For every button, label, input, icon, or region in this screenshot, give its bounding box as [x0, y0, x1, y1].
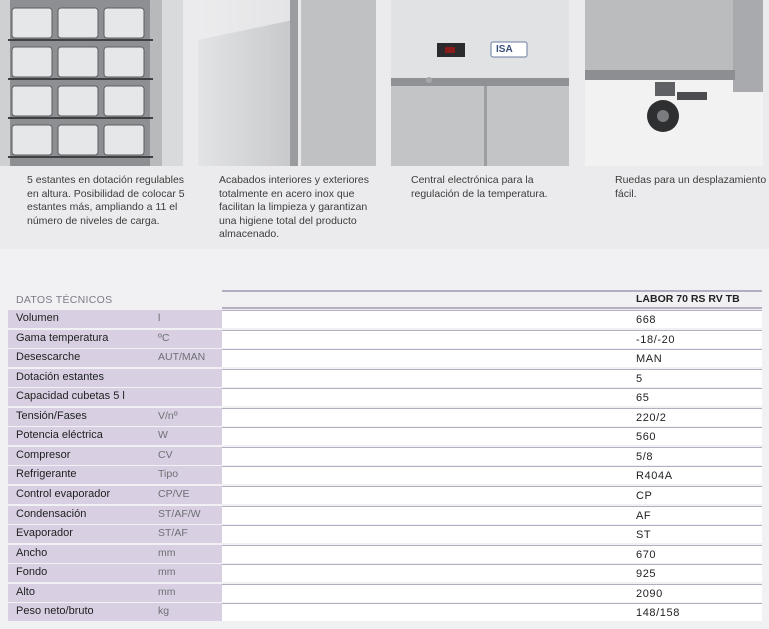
- spec-label-cell: [8, 310, 222, 328]
- wheels-caption: [615, 174, 766, 201]
- spec-label-cell: [8, 388, 222, 406]
- caption-line: Acabados interiores y exteriores: [219, 174, 369, 186]
- spec-value: AF: [636, 509, 652, 522]
- caption-line: facilitan la limpieza y garantizan: [219, 201, 368, 213]
- spec-value-cell: [222, 369, 762, 387]
- shelf-rail: [8, 117, 153, 119]
- spec-value-cell: [222, 525, 762, 543]
- spec-name: Tensión/Fases: [16, 409, 87, 422]
- header-divider: [222, 290, 762, 292]
- spec-label-cell: [8, 584, 222, 602]
- spec-value: 148/158: [636, 607, 680, 620]
- wheels-photo: [585, 0, 763, 166]
- shelf-rail: [8, 39, 153, 41]
- shelves-photo: [0, 0, 183, 166]
- spec-row: [8, 486, 762, 506]
- spec-label-cell: [8, 369, 222, 387]
- spec-label-cell: [8, 603, 222, 621]
- caption-line: en altura. Posibilidad de colocar 5: [27, 187, 185, 200]
- spec-row: [8, 603, 762, 623]
- spec-unit: mm: [158, 566, 176, 579]
- tray-shape: [58, 86, 98, 116]
- spec-name: Ancho: [16, 546, 48, 559]
- spec-value-cell: [222, 330, 762, 348]
- spec-unit: ST/AF/W: [158, 507, 201, 520]
- spec-unit: V/nº: [158, 409, 178, 422]
- spec-name: Peso neto/bruto: [16, 605, 94, 618]
- spec-unit: ST/AF: [158, 527, 188, 540]
- caption-line: fácil.: [615, 187, 637, 200]
- spec-value-cell: [222, 408, 762, 426]
- spec-unit: AUT/MAN: [158, 351, 206, 364]
- spec-value-cell: [222, 447, 762, 465]
- spec-row: [8, 466, 762, 486]
- spec-label-cell: [8, 427, 222, 445]
- spec-label-cell: [8, 545, 222, 563]
- shelves-caption: [27, 174, 185, 228]
- caption-line: Ruedas para un desplazamiento: [615, 174, 767, 186]
- spec-value: R404A: [636, 470, 673, 483]
- spec-unit: W: [158, 429, 168, 442]
- spec-name: Gama temperatura: [16, 331, 109, 344]
- spec-value: 5/8: [636, 450, 654, 463]
- tray-shape: [58, 47, 98, 77]
- spec-unit: kg: [158, 605, 170, 618]
- spec-row: [8, 369, 762, 389]
- spec-name: Control evaporador: [16, 487, 111, 500]
- tray-shape: [104, 47, 144, 77]
- spec-name: Volumen: [16, 312, 59, 324]
- spec-name: Desescarche: [16, 351, 81, 364]
- spec-value-cell: [222, 545, 762, 563]
- spec-unit: l: [158, 312, 161, 324]
- spec-row: [8, 330, 762, 350]
- spec-unit: Tipo: [158, 468, 179, 481]
- tray-shape: [12, 47, 52, 77]
- caption-line: almacenado.: [219, 228, 280, 240]
- spec-value-cell: [222, 427, 762, 445]
- spec-name: Evaporador: [16, 527, 73, 540]
- model-name: LABOR 70 RS RV TB: [636, 293, 740, 305]
- spec-row: [8, 564, 762, 584]
- spec-value: 670: [636, 548, 657, 561]
- caption-line: 5 estantes en dotación regulables: [27, 174, 185, 186]
- caption-line: totalmente en acero inox que: [219, 187, 355, 200]
- spec-row: [8, 506, 762, 526]
- spec-label-cell: [8, 506, 222, 524]
- header-divider: [222, 307, 762, 309]
- tray-shape: [12, 125, 52, 155]
- spec-value: 2090: [636, 587, 663, 600]
- tray-shape: [104, 86, 144, 116]
- spec-value: 668: [636, 314, 657, 326]
- spec-value: 560: [636, 431, 657, 444]
- tray-shape: [104, 8, 144, 38]
- spec-label-cell: [8, 525, 222, 543]
- spec-label-cell: [8, 564, 222, 582]
- spec-label-cell: [8, 408, 222, 426]
- spec-label-cell: [8, 330, 222, 348]
- spec-value-cell: [222, 506, 762, 524]
- features-panel: [0, 0, 769, 249]
- spec-name: Fondo: [16, 566, 48, 579]
- spec-name: Dotación estantes: [16, 370, 105, 383]
- spec-name: Alto: [16, 585, 35, 598]
- spec-row: [8, 584, 762, 604]
- spec-value-cell: [222, 310, 762, 328]
- spec-unit: mm: [158, 546, 176, 559]
- spec-name: Condensación: [16, 507, 87, 520]
- spec-name: Refrigerante: [16, 468, 77, 481]
- spec-value: 925: [636, 568, 657, 581]
- spec-row: [8, 349, 762, 369]
- spec-value: CP: [636, 489, 653, 502]
- spec-value-cell: [222, 466, 762, 484]
- spec-value-cell: [222, 388, 762, 406]
- spec-value: 65: [636, 392, 650, 405]
- spec-label-cell: [8, 447, 222, 465]
- spec-row: [8, 427, 762, 447]
- spec-value: MAN: [636, 353, 663, 366]
- control-panel-photo: [391, 0, 569, 166]
- caption-line: una higiene total del producto: [219, 214, 357, 227]
- isa-label: ISA: [496, 44, 513, 55]
- spec-row: [8, 525, 762, 545]
- caption-line: regulación de la temperatura.: [411, 187, 548, 200]
- spec-unit: CV: [158, 448, 173, 461]
- tray-shape: [12, 86, 52, 116]
- spec-value: 220/2: [636, 411, 667, 424]
- spec-value-cell: [222, 564, 762, 582]
- spec-row: [8, 310, 762, 330]
- spec-value-cell: [222, 486, 762, 504]
- spec-unit: mm: [158, 585, 176, 598]
- tray-shape: [104, 125, 144, 155]
- caption-line: Central electrónica para la: [411, 174, 534, 186]
- spec-name: Compresor: [16, 448, 71, 461]
- spec-name: Capacidad cubetas 5 l: [16, 390, 125, 403]
- spec-label-cell: [8, 466, 222, 484]
- control-caption: [411, 174, 548, 201]
- tray-shape: [58, 125, 98, 155]
- spec-row: [8, 408, 762, 428]
- spec-label-cell: [8, 486, 222, 504]
- spec-label-cell: [8, 349, 222, 367]
- caption-line: estantes más, ampliando a 11 el: [27, 201, 178, 213]
- spec-row: [8, 388, 762, 408]
- shelf-rail: [8, 156, 153, 158]
- spec-value-cell: [222, 584, 762, 602]
- spec-row: [8, 545, 762, 565]
- spec-row: [8, 447, 762, 467]
- caption-line: número de niveles de carga.: [27, 214, 160, 227]
- spec-name: Potencia eléctrica: [16, 429, 103, 442]
- spec-unit: ºC: [158, 331, 170, 344]
- specs-title: DATOS TÉCNICOS: [16, 294, 113, 306]
- spec-value: ST: [636, 529, 652, 542]
- spec-value: -18/-20: [636, 333, 676, 346]
- stainless-caption: [219, 174, 369, 242]
- spec-value-cell: [222, 603, 762, 621]
- stainless-interior-photo: [198, 0, 376, 166]
- spec-value-cell: [222, 349, 762, 367]
- tray-shape: [12, 8, 52, 38]
- spec-value: 5: [636, 372, 643, 385]
- spec-unit: CP/VE: [158, 487, 190, 500]
- shelf-rail: [8, 78, 153, 80]
- tray-shape: [58, 8, 98, 38]
